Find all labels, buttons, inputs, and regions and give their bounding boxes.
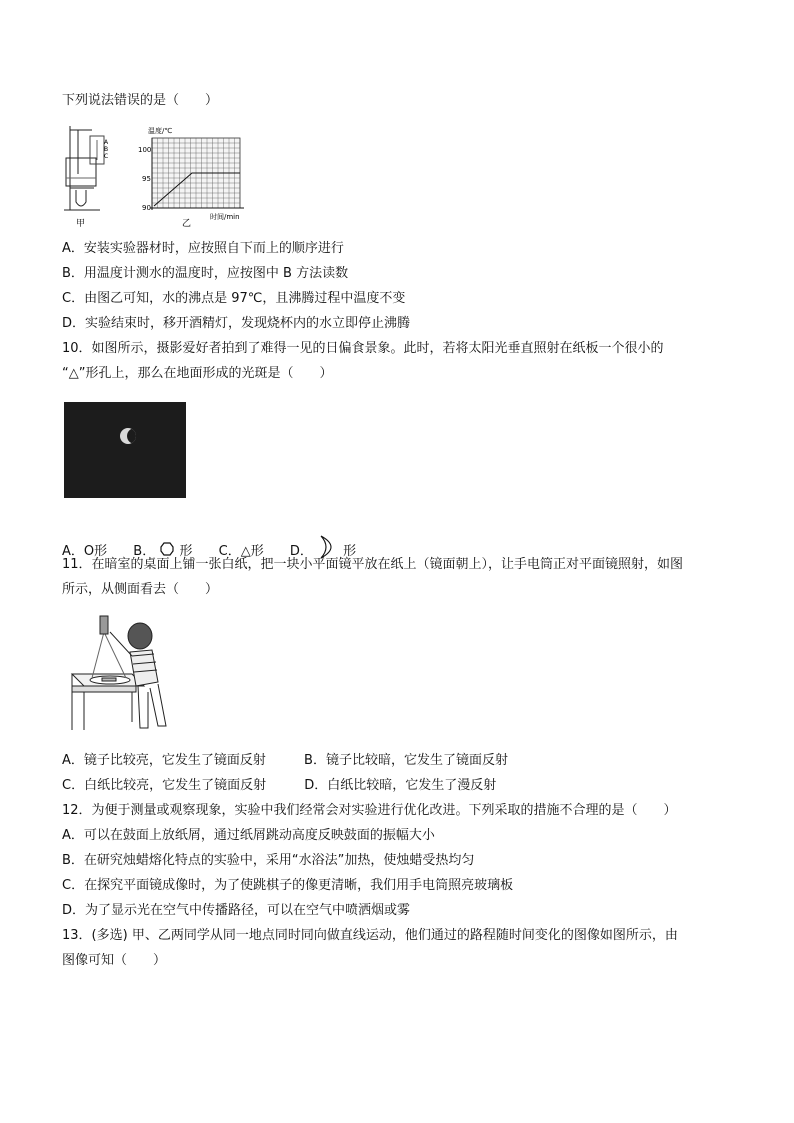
thermo-label-a: A (104, 139, 109, 146)
flashlight-mirror-illustration (70, 612, 180, 738)
thermo-label-c: C (104, 153, 109, 160)
q9-stem: 下列说法错误的是（ ） (62, 93, 219, 108)
figure-label-yi: 乙 (182, 219, 192, 229)
y-tick-90: 90 (142, 204, 151, 212)
graph-y-axis-label: 温度/℃ (148, 127, 173, 135)
q9-option-a: A．安装实验器材时，应按照自下而上的顺序进行 (62, 241, 344, 256)
q12-stem: 12．为便于测量或观察现象，实验中我们经常会对实验进行优化改进。下列采取的措施不合理的是（ ） (62, 803, 677, 818)
q9-figure (62, 118, 252, 234)
q9-option-b: B．用温度计测水的温度时，应按图中 B 方法读数 (62, 266, 349, 281)
graph-x-axis-label: 时间/min (210, 213, 240, 221)
q13-stem-line2: 图像可知（ ） (62, 953, 167, 968)
q11-option-ab (62, 752, 508, 770)
partial-eclipse-photo (64, 402, 186, 498)
figure-label-jia: 甲 (76, 219, 86, 229)
q10-stem-line2: “△”形孔上，那么在地面形成的光斑是（ ） (62, 366, 333, 381)
q10-option-d-suffix: 形 (343, 544, 357, 559)
q12-option-d: D．为了显示光在空气中传播路径，可以在空气中喷洒烟或雾 (62, 903, 411, 918)
y-tick-100: 100 (138, 146, 152, 154)
q11-option-cd (62, 777, 496, 795)
q10-option-a: A．O形 (62, 544, 108, 559)
q10-option-d-prefix: D． (289, 544, 313, 559)
thermo-label-b: B (104, 146, 109, 153)
q9-option-c: C．由图乙可知，水的沸点是 97℃，且沸腾过程中温度不变 (62, 291, 406, 306)
q10-option-c: C．△形 (218, 544, 264, 559)
q12-option-a: A．可以在鼓面上放纸屑，通过纸屑跳动高度反映鼓面的振幅大小 (62, 828, 435, 843)
q13-stem-line1: 13．(多选) 甲、乙两同学从同一地点同时同向做直线运动，他们通过的路程随时间变化的图像如图所示，由 (62, 928, 678, 943)
q11-stem-line2: 所示，从侧面看去（ ） (62, 582, 219, 597)
q10-option-b-prefix: B． (133, 544, 156, 559)
y-tick-95: 95 (142, 175, 151, 183)
q10-option-b-suffix: 形 (179, 544, 193, 559)
q11-option-b: B．镜子比较暗，它发生了镜面反射 (304, 753, 508, 768)
q12-option-b: B．在研究烛蜡熔化特点的实验中，采用“水浴法”加热，使烛蜡受热均匀 (62, 853, 475, 868)
q11-option-a: A．镜子比较亮，它发生了镜面反射 (62, 753, 266, 768)
q10-stem-line1: 10．如图所示，摄影爱好者拍到了难得一见的日偏食景象。此时，若将太阳光垂直照射在纸板一个很小的 (62, 341, 664, 356)
apparatus-illustration (64, 126, 104, 210)
q11-stem-line1: 11．在暗室的桌面上铺一张白纸，把一块小平面镜平放在纸上（镜面朝上），让手电筒正对平面镜照射，如图 (62, 557, 684, 572)
q12-option-c: C．在探究平面镜成像时，为了使跳棋子的像更清晰，我们用手电筒照亮玻璃板 (62, 878, 514, 893)
q11-option-c: C．白纸比较亮，它发生了镜面反射 (62, 778, 267, 793)
q9-option-d: D．实验结束时，移开酒精灯，发现烧杯内的水立即停止沸腾 (62, 316, 411, 331)
q11-option-d: D．白纸比较暗，它发生了漫反射 (304, 778, 497, 793)
